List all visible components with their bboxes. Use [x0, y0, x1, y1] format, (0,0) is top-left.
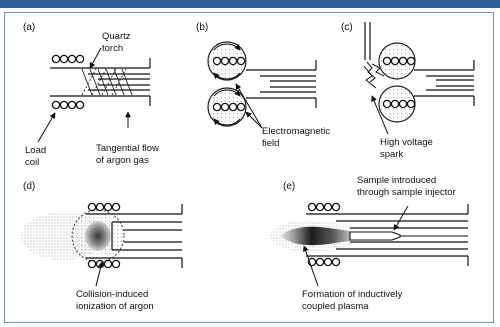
panel-c: [341, 22, 474, 160]
panel-a-quartz-torch: [50, 58, 150, 106]
panel-a-letter: (a): [23, 22, 36, 33]
panel-a-flow-label: Tangential flow of argon gas: [96, 143, 159, 166]
panel-c-torch: [414, 60, 474, 106]
panel-b-field-top: [208, 42, 246, 80]
panel-e: [268, 175, 468, 312]
panel-a-torch-label: Quartz torch: [102, 31, 131, 54]
panel-e-caption: Formation of inductively coupled plasma: [302, 289, 403, 312]
panel-b-field-label: Electromagnetic field: [262, 126, 331, 149]
panel-e-sample-injector: [350, 232, 468, 240]
panel-d-letter: (d): [23, 181, 36, 192]
panel-d-coil-bottom: [88, 260, 119, 267]
panel-d-plasma-core: [85, 221, 111, 251]
panel-e-plasma-arrow: [304, 246, 318, 286]
panel-d: [21, 181, 182, 312]
panel-c-field-top: [379, 43, 415, 79]
panel-a-coil-arrow: [38, 113, 55, 142]
panel-b: [196, 22, 333, 149]
panel-a-swirl: [82, 69, 132, 95]
panel-a: [23, 22, 162, 168]
panel-d-coil-top: [88, 203, 119, 210]
panel-b-letter: (b): [196, 22, 209, 33]
panel-a-coil-bottom: [52, 101, 83, 108]
panel-d-caption: Collision-induced ionization of argon: [76, 289, 154, 312]
panel-e-injector-arrow: [394, 206, 408, 230]
panel-b-torch: [246, 60, 316, 108]
panel-b-field-bottom: [208, 88, 246, 126]
panel-c-letter: (c): [341, 22, 353, 33]
panel-a-coil-top: [52, 55, 83, 62]
panel-e-coil-top: [308, 203, 339, 210]
panel-c-field-bottom: [379, 86, 415, 122]
panel-c-electrode: [365, 22, 370, 60]
panel-e-letter: (e): [283, 181, 296, 192]
panel-e-injector-label: Sample introduced through sample injector: [357, 175, 456, 198]
panel-a-torch-arrow: [90, 48, 101, 68]
panel-a-coil-label: Load coil: [25, 145, 47, 168]
panel-e-coil-bottom: [308, 258, 339, 265]
panel-c-spark-label: High voltage spark: [380, 137, 433, 160]
